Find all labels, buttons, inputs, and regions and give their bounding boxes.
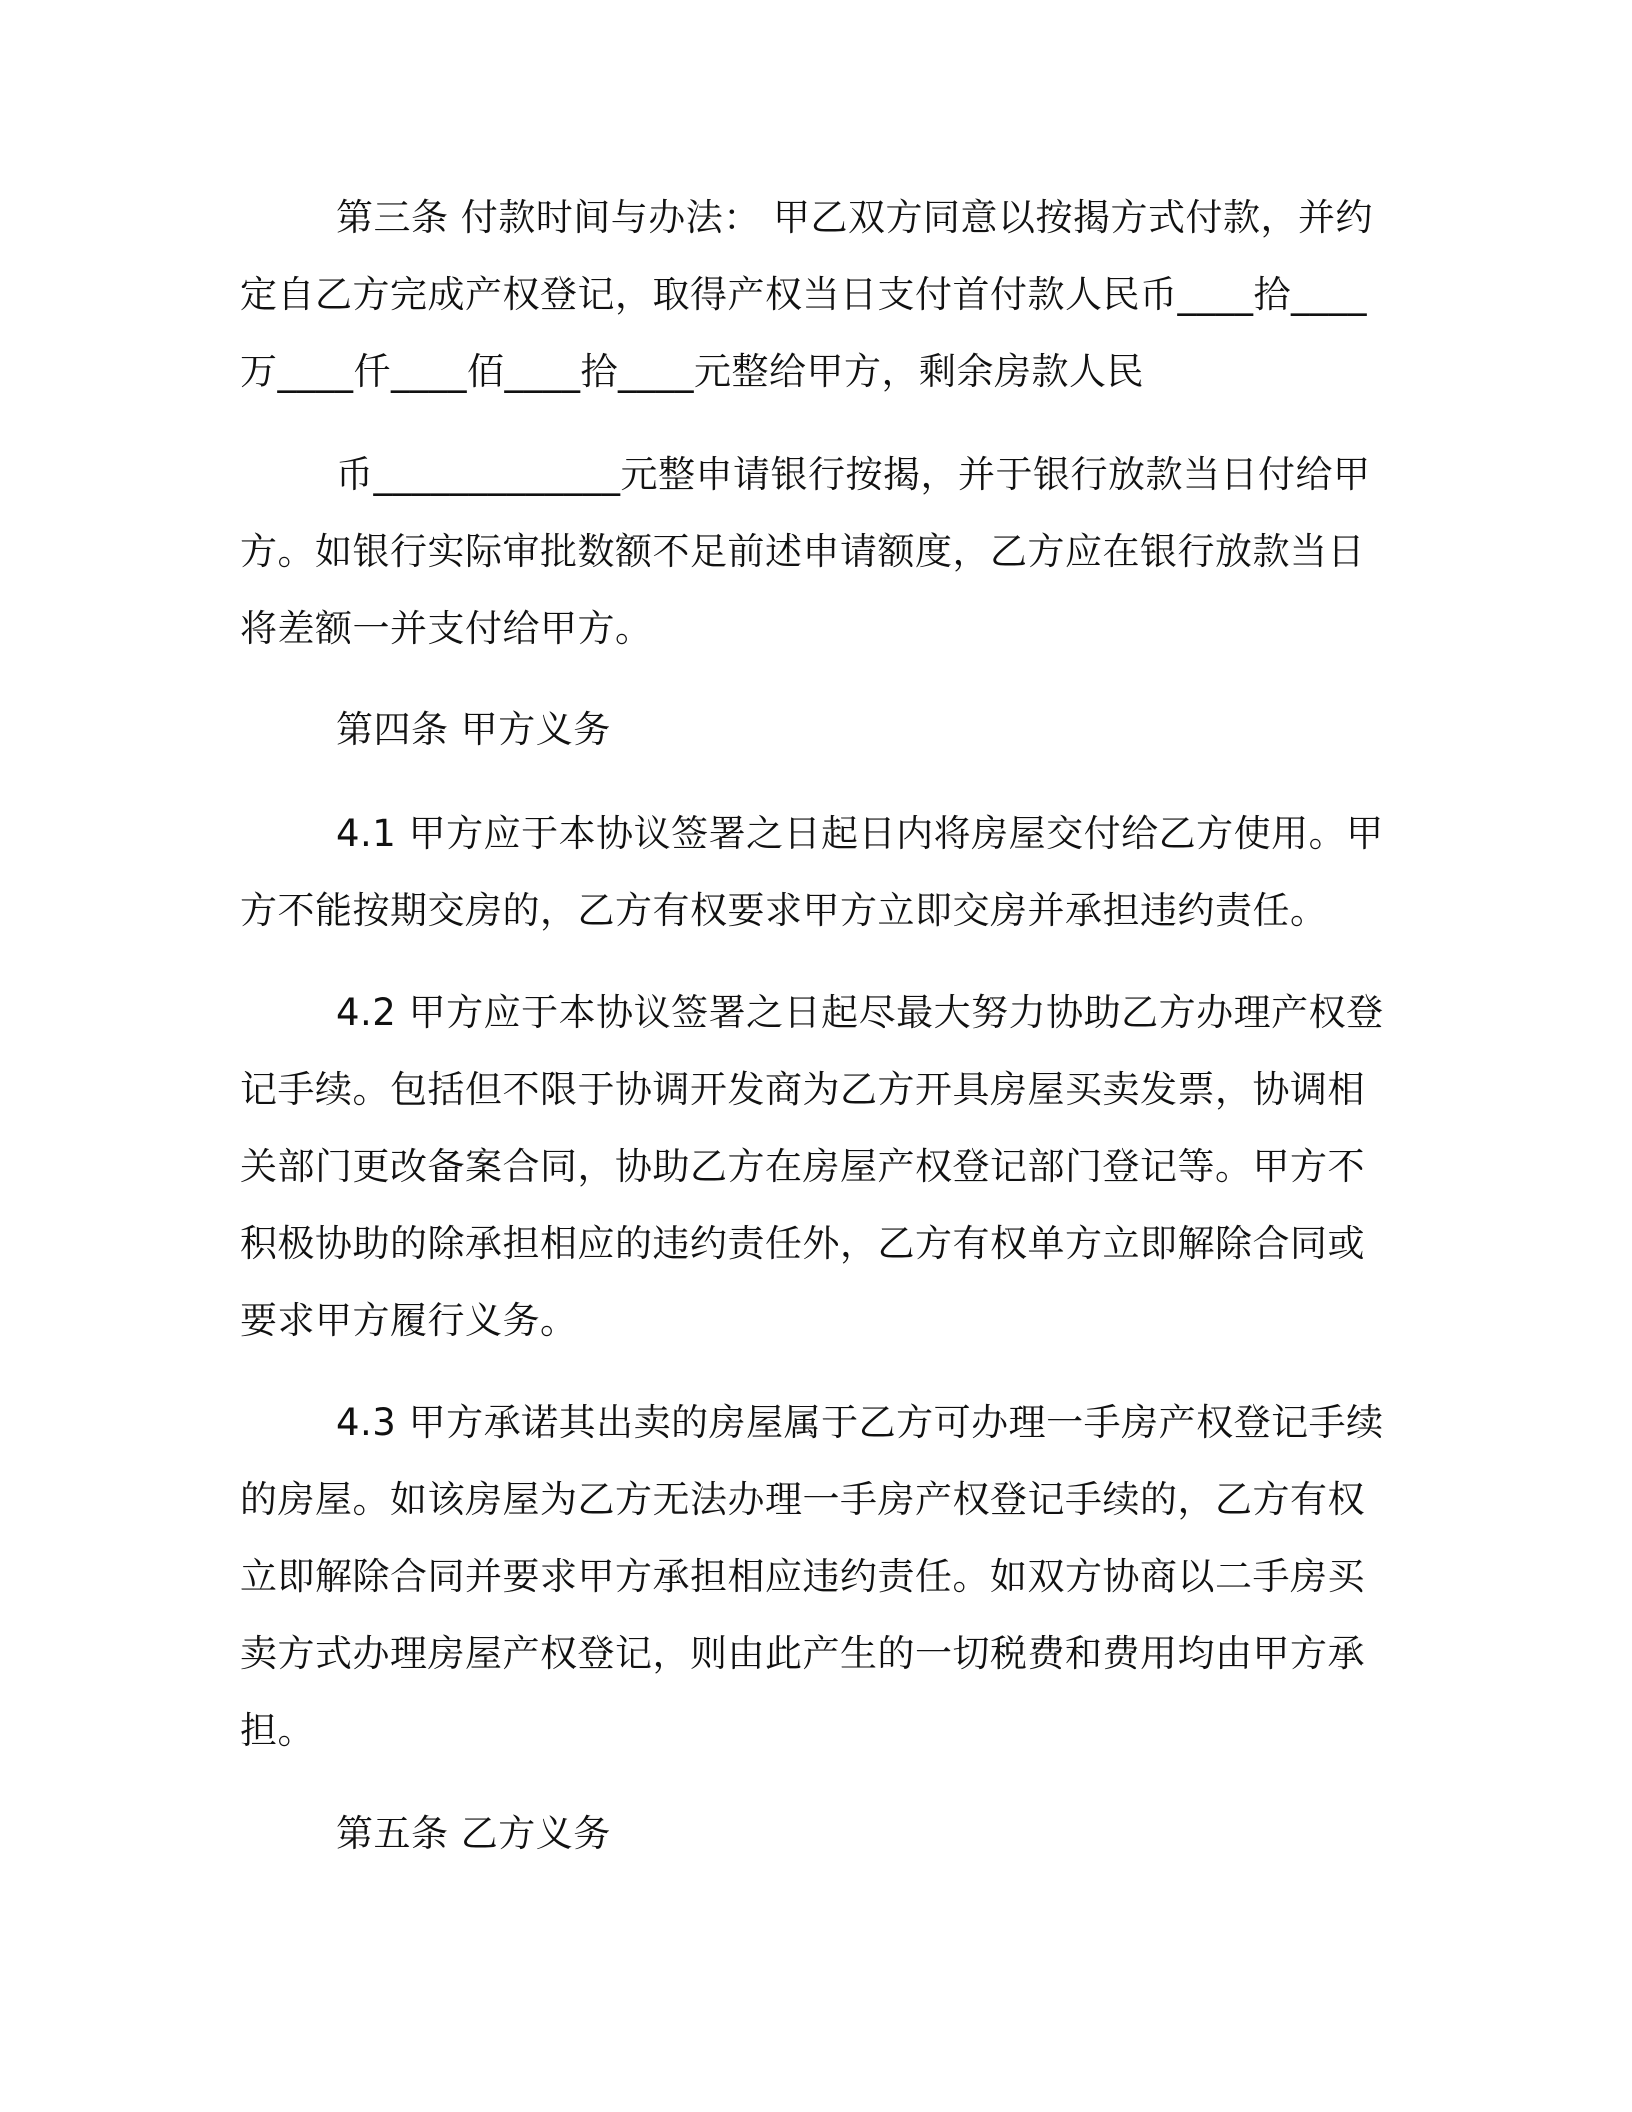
clause-4-2-paragraph	[240, 974, 1384, 1359]
text-line: 将差额一并支付给甲方。	[240, 607, 653, 650]
clause-4-1-paragraph	[240, 795, 1384, 949]
text-line: 关部门更改备案合同，协助乙方在房屋产权登记部门登记等。甲方不	[240, 1145, 1365, 1188]
text-line: 币_____________元整申请银行按揭，并于银行放款当日付给甲	[336, 453, 1371, 496]
text-line: 定自乙方完成产权登记，取得产权当日支付首付款人民币____拾____	[240, 273, 1367, 316]
text-line: 第三条 付款时间与办法： 甲乙双方同意以按揭方式付款，并约	[336, 196, 1374, 239]
text-line: 的房屋。如该房屋为乙方无法办理一手房产权登记手续的，乙方有权	[240, 1478, 1365, 1521]
article-4-heading	[240, 691, 1380, 768]
text-line: 卖方式办理房屋产权登记，则由此产生的一切税费和费用均由甲方承	[240, 1632, 1365, 1675]
article-3-continuation-paragraph	[240, 436, 1380, 667]
text-line: 4.3 甲方承诺其出卖的房屋属于乙方可办理一手房产权登记手续	[336, 1401, 1384, 1444]
text-line: 积极协助的除承担相应的违约责任外，乙方有权单方立即解除合同或	[240, 1222, 1365, 1265]
text-line: 立即解除合同并要求甲方承担相应违约责任。如双方协商以二手房买	[240, 1555, 1365, 1598]
article-3-paragraph	[240, 179, 1380, 410]
text-line: 万____仟____佰____拾____元整给甲方，剩余房款人民	[240, 350, 1144, 393]
article-5-heading	[240, 1795, 1380, 1872]
heading-text: 第五条 乙方义务	[336, 1812, 611, 1855]
clause-4-3-paragraph	[240, 1384, 1384, 1769]
text-line: 记手续。包括但不限于协调开发商为乙方开具房屋买卖发票，协调相	[240, 1068, 1365, 1111]
text-line: 方。如银行实际审批数额不足前述申请额度，乙方应在银行放款当日	[240, 530, 1365, 573]
text-line: 4.2 甲方应于本协议签署之日起尽最大努力协助乙方办理产权登	[336, 991, 1384, 1034]
text-line: 要求甲方履行义务。	[240, 1299, 578, 1342]
text-line: 方不能按期交房的，乙方有权要求甲方立即交房并承担违约责任。	[240, 889, 1328, 932]
heading-text: 第四条 甲方义务	[336, 708, 611, 751]
text-line: 4.1 甲方应于本协议签署之日起日内将房屋交付给乙方使用。甲	[336, 812, 1384, 855]
text-line: 担。	[240, 1709, 315, 1752]
